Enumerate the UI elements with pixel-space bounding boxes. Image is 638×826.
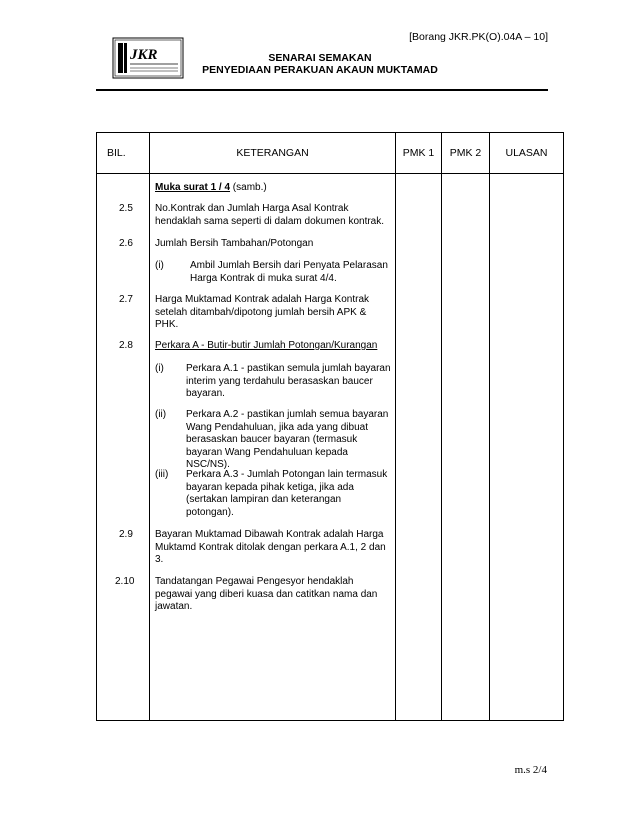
section-suffix: (samb.) [230,182,267,193]
checklist-table [96,132,564,721]
bil-2-8: 2.8 [119,340,133,351]
bil-2-6: 2.6 [119,238,133,249]
bil-column [97,174,150,721]
item-2-5-text: No.Kontrak dan Jumlah Harga Asal Kontrak hendaklah sama seperti di dalam dokumen kontrak. [155,203,385,227]
item-2-8-ii-text: Perkara A.2 - pastikan jumlah semua bayaran Wang Pendahuluan, jika ada yang dibuat berasaskan baucer bayaran (termasuk bayaran Wang Pendahuluan kepada NSC/NS). [186,409,389,470]
section-title: Muka surat 1 / 4 [155,182,231,193]
header-ulasan: ULASAN [490,133,564,174]
header-pmk1: PMK 1 [396,133,442,174]
pmk2-column[interactable] [442,174,490,721]
item-2-8-ii-num: (ii) [155,409,167,420]
pmk1-column[interactable] [396,174,442,721]
keterangan-column [150,174,396,721]
item-2-6-text: Jumlah Bersih Tambahan/Potongan [155,238,314,249]
header-bil: BIL. [97,133,150,174]
item-2-6-i-num: (i) [155,260,164,271]
item-2-6-i-text: Ambil Jumlah Bersih dari Penyata Pelarasan Harga Kontrak di muka surat 4/4. [190,260,388,284]
svg-text:JKR: JKR [130,47,158,63]
bil-2-7: 2.7 [119,294,133,305]
header-rule [96,89,548,91]
document-title: SENARAI SEMAKAN [268,52,372,64]
item-2-7-text: Harga Muktamad Kontrak adalah Harga Kontrak setelah ditambah/dipotong jumlah bersih APK & PHK. [155,294,370,330]
item-2-8-iii-num: (iii) [155,469,169,480]
table-header-row [97,133,564,174]
bil-2-5: 2.5 [119,203,133,214]
header-pmk2: PMK 2 [442,133,490,174]
page-number: m.s 2/4 [514,764,547,776]
document-subtitle: PENYEDIAAN PERAKUAN AKAUN MUKTAMAD [202,64,438,76]
ulasan-column[interactable] [490,174,564,721]
section-heading [155,182,391,195]
header-keterangan: KETERANGAN [150,133,396,174]
form-reference: [Borang JKR.PK(O).04A – 10] [409,31,548,43]
item-2-8-text: Perkara A - Butir-butir Jumlah Potongan/Kurangan [155,340,378,351]
item-2-8-i-num: (i) [155,363,164,374]
item-2-9-text: Bayaran Muktamad Dibawah Kontrak adalah Harga Muktamd Kontrak ditolak dengan perkara A.1, 2 dan 3. [155,529,386,565]
table-body-row [97,174,564,721]
bil-2-10: 2.10 [115,576,135,587]
bil-2-9: 2.9 [119,529,133,540]
item-2-10-text: Tandatangan Pegawai Pengesyor hendaklah pegawai yang diberi kuasa dan catitkan nama dan jawatan. [155,576,378,612]
item-2-8-i-text: Perkara A.1 - pastikan semula jumlah bayaran interim yang terdahulu berasaskan baucer bayaran. [186,363,391,399]
item-2-8-iii-text: Perkara A.3 - Jumlah Potongan lain termasuk bayaran kepada pihak ketiga, jika ada (sertakan lampiran dan keterangan potongan). [186,469,388,518]
